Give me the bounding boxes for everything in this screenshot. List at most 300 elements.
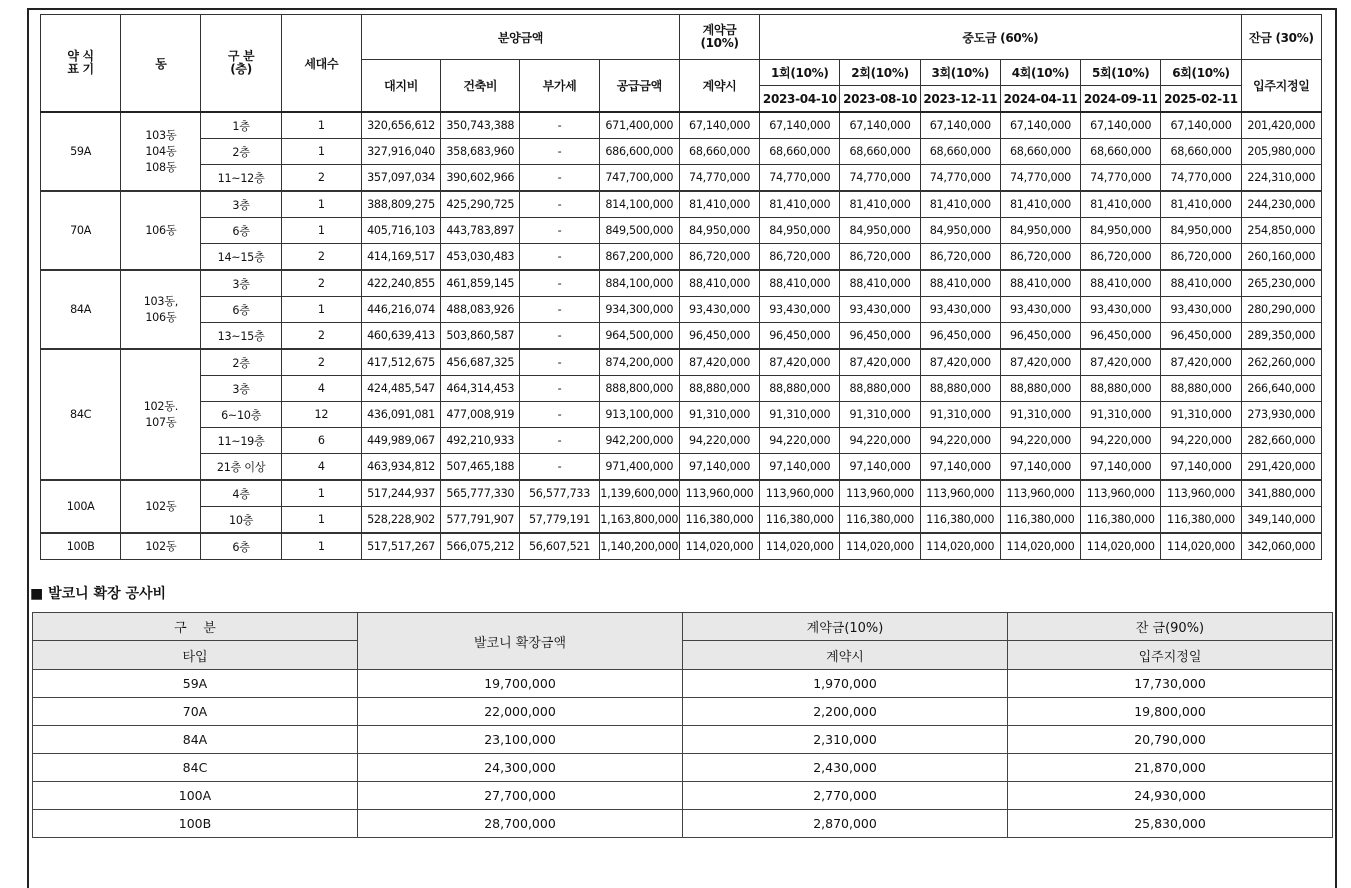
amount-cell: 273,930,000: [1241, 402, 1321, 428]
table-row: [41, 218, 1322, 244]
amount-cell: 422,240,855: [361, 270, 440, 297]
amount-cell: 84,950,000: [1081, 218, 1161, 244]
amount-cell: -: [520, 428, 599, 454]
amount-cell: 327,916,040: [361, 139, 440, 165]
amount-cell: 23,100,000: [358, 726, 683, 754]
supply-price-header: 공급금액: [599, 60, 679, 113]
amount-cell: -: [520, 297, 599, 323]
amount-cell: 74,770,000: [1161, 165, 1241, 192]
price-table-header: [41, 15, 1322, 113]
amount-cell: 94,220,000: [760, 428, 840, 454]
amount-cell: 388,809,275: [361, 191, 440, 218]
amount-cell: 68,660,000: [679, 139, 759, 165]
floor-cell: 6층: [201, 297, 281, 323]
units-cell: 4: [281, 376, 361, 402]
middle-round-label: 5회(10%): [1081, 60, 1161, 86]
amount-cell: 280,290,000: [1241, 297, 1321, 323]
unit-type-cell: 70A: [41, 191, 121, 270]
amount-cell: 84,950,000: [840, 218, 920, 244]
dong-cell: 103동, 106동: [121, 270, 201, 349]
amount-cell: 113,960,000: [679, 480, 759, 507]
amount-cell: 414,169,517: [361, 244, 440, 271]
price-table-body: [41, 112, 1322, 560]
amount-cell: 84,950,000: [920, 218, 1000, 244]
middle-round-date: 2024-04-11: [1000, 86, 1080, 113]
amount-cell: 84,950,000: [1161, 218, 1241, 244]
amount-cell: 964,500,000: [599, 323, 679, 350]
amount-cell: 17,730,000: [1008, 670, 1333, 698]
amount-cell: 86,720,000: [1000, 244, 1080, 271]
table-row: [41, 244, 1322, 271]
amount-cell: 913,100,000: [599, 402, 679, 428]
amount-cell: 87,420,000: [760, 349, 840, 376]
amount-cell: 265,230,000: [1241, 270, 1321, 297]
amount-cell: 116,380,000: [1081, 507, 1161, 534]
amount-cell: 507,465,188: [441, 454, 520, 481]
amount-cell: 456,687,325: [441, 349, 520, 376]
type-cell: 100A: [33, 782, 358, 810]
amount-cell: 671,400,000: [599, 112, 679, 139]
amount-cell: 205,980,000: [1241, 139, 1321, 165]
amount-cell: 97,140,000: [679, 454, 759, 481]
amount-cell: 97,140,000: [1161, 454, 1241, 481]
amount-cell: 20,790,000: [1008, 726, 1333, 754]
amount-cell: 116,380,000: [760, 507, 840, 534]
amount-cell: 88,880,000: [1161, 376, 1241, 402]
amount-cell: 1,163,800,000: [599, 507, 679, 534]
units-cell: 2: [281, 323, 361, 350]
amount-cell: 68,660,000: [920, 139, 1000, 165]
table-row: [41, 376, 1322, 402]
middle-round-date: 2024-09-11: [1081, 86, 1161, 113]
building-cost-header: 건축비: [441, 60, 520, 113]
amount-cell: 97,140,000: [920, 454, 1000, 481]
amount-cell: 424,485,547: [361, 376, 440, 402]
amount-cell: 81,410,000: [840, 191, 920, 218]
dong-cell: 106동: [121, 191, 201, 270]
amount-header: 발코니 확장금액: [358, 613, 683, 670]
amount-cell: 91,310,000: [920, 402, 1000, 428]
unit-type-cell: 84A: [41, 270, 121, 349]
amount-cell: 88,410,000: [1161, 270, 1241, 297]
balance-header: 잔금 (30%): [1241, 15, 1321, 60]
amount-cell: 942,200,000: [599, 428, 679, 454]
table-row: [41, 191, 1322, 218]
amount-cell: 114,020,000: [1081, 533, 1161, 560]
units-cell: 6: [281, 428, 361, 454]
amount-cell: 88,410,000: [679, 270, 759, 297]
table-row: [41, 428, 1322, 454]
amount-cell: 114,020,000: [1000, 533, 1080, 560]
amount-cell: 2,430,000: [683, 754, 1008, 782]
amount-cell: 96,450,000: [679, 323, 759, 350]
amount-cell: 67,140,000: [1081, 112, 1161, 139]
floor-cell: 3층: [201, 191, 281, 218]
amount-cell: 67,140,000: [920, 112, 1000, 139]
amount-cell: 81,410,000: [1081, 191, 1161, 218]
type-cell: 100B: [33, 810, 358, 838]
middle-round-label: 3회(10%): [920, 60, 1000, 86]
amount-cell: 289,350,000: [1241, 323, 1321, 350]
balcony-section-title: ■ 발코니 확장 공사비: [30, 586, 167, 602]
table-row: [41, 165, 1322, 192]
table-row: [33, 782, 1333, 810]
amount-cell: 114,020,000: [679, 533, 759, 560]
amount-cell: 87,420,000: [1081, 349, 1161, 376]
amount-cell: 93,430,000: [920, 297, 1000, 323]
amount-cell: 884,100,000: [599, 270, 679, 297]
amount-cell: 747,700,000: [599, 165, 679, 192]
amount-cell: 74,770,000: [840, 165, 920, 192]
table-row: [33, 670, 1333, 698]
amount-cell: 114,020,000: [840, 533, 920, 560]
amount-cell: 350,743,388: [441, 112, 520, 139]
amount-cell: 87,420,000: [679, 349, 759, 376]
amount-cell: 113,960,000: [840, 480, 920, 507]
vat-header: 부가세: [520, 60, 599, 113]
amount-cell: 96,450,000: [1161, 323, 1241, 350]
balance-time-header: 입주지정일: [1241, 60, 1321, 113]
amount-cell: 86,720,000: [1081, 244, 1161, 271]
table-row: [41, 323, 1322, 350]
amount-cell: 358,683,960: [441, 139, 520, 165]
amount-cell: 254,850,000: [1241, 218, 1321, 244]
table-row: [41, 480, 1322, 507]
unit-type-cell: 100A: [41, 480, 121, 533]
amount-cell: 93,430,000: [1000, 297, 1080, 323]
amount-cell: 88,880,000: [920, 376, 1000, 402]
amount-cell: 68,660,000: [1161, 139, 1241, 165]
table-row: [41, 297, 1322, 323]
table-row: [33, 726, 1333, 754]
amount-cell: 88,410,000: [760, 270, 840, 297]
amount-cell: 97,140,000: [1081, 454, 1161, 481]
amount-cell: 97,140,000: [840, 454, 920, 481]
dong-cell: 102동: [121, 480, 201, 533]
amount-cell: 417,512,675: [361, 349, 440, 376]
dong-cell: 102동. 107동: [121, 349, 201, 480]
amount-cell: 477,008,919: [441, 402, 520, 428]
floor-cell: 10층: [201, 507, 281, 534]
amount-cell: 1,970,000: [683, 670, 1008, 698]
amount-cell: 528,228,902: [361, 507, 440, 534]
middle-round-label: 2회(10%): [840, 60, 920, 86]
amount-cell: 464,314,453: [441, 376, 520, 402]
amount-cell: 867,200,000: [599, 244, 679, 271]
floor-cell: 2층: [201, 349, 281, 376]
dong-cell: 103동 104동 108동: [121, 112, 201, 191]
category-header: 구 분: [33, 613, 358, 641]
amount-cell: 503,860,587: [441, 323, 520, 350]
floor-cell: 2층: [201, 139, 281, 165]
units-cell: 1: [281, 112, 361, 139]
amount-cell: 2,870,000: [683, 810, 1008, 838]
amount-cell: 94,220,000: [920, 428, 1000, 454]
amount-cell: 68,660,000: [1081, 139, 1161, 165]
floor-header: 구 분 (층): [201, 15, 281, 113]
amount-cell: -: [520, 270, 599, 297]
type-header: 타입: [33, 641, 358, 670]
amount-cell: 68,660,000: [760, 139, 840, 165]
units-cell: 2: [281, 165, 361, 192]
amount-cell: 517,517,267: [361, 533, 440, 560]
amount-cell: 21,870,000: [1008, 754, 1333, 782]
amount-cell: 443,783,897: [441, 218, 520, 244]
deposit-time-header: 계약시: [679, 60, 759, 113]
middle-round-label: 4회(10%): [1000, 60, 1080, 86]
amount-cell: 114,020,000: [1161, 533, 1241, 560]
amount-cell: 86,720,000: [760, 244, 840, 271]
amount-cell: -: [520, 112, 599, 139]
amount-cell: 91,310,000: [840, 402, 920, 428]
amount-cell: 113,960,000: [1000, 480, 1080, 507]
deposit-header: 계약금(10%): [683, 613, 1008, 641]
amount-cell: 68,660,000: [1000, 139, 1080, 165]
type-header: 약 식 표 기: [41, 15, 121, 113]
table-row: [41, 533, 1322, 560]
type-cell: 59A: [33, 670, 358, 698]
amount-cell: 88,880,000: [1000, 376, 1080, 402]
amount-cell: 68,660,000: [840, 139, 920, 165]
amount-cell: 244,230,000: [1241, 191, 1321, 218]
amount-cell: 86,720,000: [840, 244, 920, 271]
type-cell: 70A: [33, 698, 358, 726]
amount-cell: 262,260,000: [1241, 349, 1321, 376]
sale-price-header: 분양금액: [361, 15, 679, 60]
units-cell: 2: [281, 244, 361, 271]
table-row: [41, 402, 1322, 428]
amount-cell: 28,700,000: [358, 810, 683, 838]
amount-cell: 81,410,000: [760, 191, 840, 218]
amount-cell: 93,430,000: [840, 297, 920, 323]
amount-cell: 405,716,103: [361, 218, 440, 244]
amount-cell: 19,700,000: [358, 670, 683, 698]
amount-cell: 91,310,000: [1000, 402, 1080, 428]
floor-cell: 13~15층: [201, 323, 281, 350]
amount-cell: 93,430,000: [760, 297, 840, 323]
amount-cell: 463,934,812: [361, 454, 440, 481]
amount-cell: 113,960,000: [1081, 480, 1161, 507]
amount-cell: 116,380,000: [679, 507, 759, 534]
amount-cell: 67,140,000: [1000, 112, 1080, 139]
amount-cell: 67,140,000: [760, 112, 840, 139]
unit-type-cell: 59A: [41, 112, 121, 191]
amount-cell: 282,660,000: [1241, 428, 1321, 454]
amount-cell: 24,930,000: [1008, 782, 1333, 810]
amount-cell: 517,244,937: [361, 480, 440, 507]
floor-cell: 14~15층: [201, 244, 281, 271]
amount-cell: 96,450,000: [920, 323, 1000, 350]
amount-cell: 888,800,000: [599, 376, 679, 402]
amount-cell: 446,216,074: [361, 297, 440, 323]
amount-cell: 94,220,000: [1081, 428, 1161, 454]
amount-cell: 224,310,000: [1241, 165, 1321, 192]
amount-cell: 2,770,000: [683, 782, 1008, 810]
units-cell: 1: [281, 191, 361, 218]
amount-cell: 2,200,000: [683, 698, 1008, 726]
amount-cell: 1,140,200,000: [599, 533, 679, 560]
amount-cell: -: [520, 349, 599, 376]
amount-cell: -: [520, 139, 599, 165]
balcony-cost-table: [32, 612, 1333, 838]
amount-cell: -: [520, 454, 599, 481]
amount-cell: -: [520, 191, 599, 218]
amount-cell: 266,640,000: [1241, 376, 1321, 402]
amount-cell: 492,210,933: [441, 428, 520, 454]
floor-cell: 11~12층: [201, 165, 281, 192]
amount-cell: 91,310,000: [760, 402, 840, 428]
units-cell: 1: [281, 139, 361, 165]
floor-cell: 3층: [201, 270, 281, 297]
amount-cell: 814,100,000: [599, 191, 679, 218]
land-cost-header: 대지비: [361, 60, 440, 113]
deposit-header: 계약금 (10%): [679, 15, 759, 60]
amount-cell: 81,410,000: [679, 191, 759, 218]
table-row: [41, 139, 1322, 165]
amount-cell: 91,310,000: [1081, 402, 1161, 428]
amount-cell: 81,410,000: [920, 191, 1000, 218]
amount-cell: 96,450,000: [1081, 323, 1161, 350]
amount-cell: 91,310,000: [1161, 402, 1241, 428]
amount-cell: 24,300,000: [358, 754, 683, 782]
amount-cell: 88,410,000: [1000, 270, 1080, 297]
floor-cell: 11~19층: [201, 428, 281, 454]
balance-time-header: 입주지정일: [1008, 641, 1333, 670]
amount-cell: 577,791,907: [441, 507, 520, 534]
amount-cell: 93,430,000: [1161, 297, 1241, 323]
amount-cell: 74,770,000: [679, 165, 759, 192]
table-row: [41, 507, 1322, 534]
amount-cell: 2,310,000: [683, 726, 1008, 754]
amount-cell: 461,859,145: [441, 270, 520, 297]
amount-cell: 260,160,000: [1241, 244, 1321, 271]
amount-cell: 87,420,000: [1000, 349, 1080, 376]
amount-cell: 81,410,000: [1161, 191, 1241, 218]
middle-round-label: 1회(10%): [760, 60, 840, 86]
table-row: [41, 454, 1322, 481]
units-cell: 1: [281, 297, 361, 323]
amount-cell: 87,420,000: [920, 349, 1000, 376]
amount-cell: 22,000,000: [358, 698, 683, 726]
table-row: [33, 698, 1333, 726]
amount-cell: 86,720,000: [920, 244, 1000, 271]
amount-cell: 86,720,000: [679, 244, 759, 271]
amount-cell: 74,770,000: [1000, 165, 1080, 192]
floor-cell: 3층: [201, 376, 281, 402]
floor-cell: 6층: [201, 533, 281, 560]
balcony-table-header: [33, 613, 1333, 670]
amount-cell: 57,779,191: [520, 507, 599, 534]
amount-cell: 1,139,600,000: [599, 480, 679, 507]
amount-cell: -: [520, 402, 599, 428]
units-cell: 12: [281, 402, 361, 428]
dong-cell: 102동: [121, 533, 201, 560]
amount-cell: 84,950,000: [1000, 218, 1080, 244]
amount-cell: 566,075,212: [441, 533, 520, 560]
table-row: [33, 754, 1333, 782]
middle-round-label: 6회(10%): [1161, 60, 1241, 86]
amount-cell: 349,140,000: [1241, 507, 1321, 534]
amount-cell: 94,220,000: [679, 428, 759, 454]
amount-cell: 84,950,000: [760, 218, 840, 244]
middle-round-date: 2025-02-11: [1161, 86, 1241, 113]
amount-cell: 67,140,000: [1161, 112, 1241, 139]
table-row: [41, 112, 1322, 139]
balcony-table-body: [33, 670, 1333, 838]
amount-cell: 291,420,000: [1241, 454, 1321, 481]
sale-price-table: [40, 14, 1322, 560]
amount-cell: 88,880,000: [840, 376, 920, 402]
amount-cell: 874,200,000: [599, 349, 679, 376]
amount-cell: 116,380,000: [1161, 507, 1241, 534]
floor-cell: 6~10층: [201, 402, 281, 428]
middle-round-date: 2023-08-10: [840, 86, 920, 113]
amount-cell: 56,607,521: [520, 533, 599, 560]
amount-cell: 114,020,000: [920, 533, 1000, 560]
amount-cell: 94,220,000: [840, 428, 920, 454]
amount-cell: 97,140,000: [1000, 454, 1080, 481]
amount-cell: 436,091,081: [361, 402, 440, 428]
units-cell: 1: [281, 480, 361, 507]
amount-cell: -: [520, 376, 599, 402]
table-row: [33, 810, 1333, 838]
amount-cell: 74,770,000: [920, 165, 1000, 192]
amount-cell: 81,410,000: [1000, 191, 1080, 218]
amount-cell: 114,020,000: [760, 533, 840, 560]
units-cell: 2: [281, 349, 361, 376]
unit-type-cell: 100B: [41, 533, 121, 560]
balance-header: 잔 금(90%): [1008, 613, 1333, 641]
amount-cell: 56,577,733: [520, 480, 599, 507]
type-cell: 84C: [33, 754, 358, 782]
amount-cell: 27,700,000: [358, 782, 683, 810]
amount-cell: 116,380,000: [920, 507, 1000, 534]
amount-cell: 94,220,000: [1161, 428, 1241, 454]
amount-cell: 25,830,000: [1008, 810, 1333, 838]
amount-cell: 342,060,000: [1241, 533, 1321, 560]
amount-cell: 97,140,000: [760, 454, 840, 481]
amount-cell: 74,770,000: [760, 165, 840, 192]
amount-cell: -: [520, 165, 599, 192]
amount-cell: 67,140,000: [679, 112, 759, 139]
amount-cell: 201,420,000: [1241, 112, 1321, 139]
amount-cell: 460,639,413: [361, 323, 440, 350]
amount-cell: 425,290,725: [441, 191, 520, 218]
amount-cell: 971,400,000: [599, 454, 679, 481]
amount-cell: 934,300,000: [599, 297, 679, 323]
amount-cell: 74,770,000: [1081, 165, 1161, 192]
units-cell: 1: [281, 507, 361, 534]
amount-cell: 357,097,034: [361, 165, 440, 192]
table-row: [41, 270, 1322, 297]
amount-cell: 96,450,000: [840, 323, 920, 350]
type-cell: 84A: [33, 726, 358, 754]
amount-cell: 88,410,000: [1081, 270, 1161, 297]
amount-cell: 565,777,330: [441, 480, 520, 507]
amount-cell: 116,380,000: [1000, 507, 1080, 534]
amount-cell: -: [520, 218, 599, 244]
amount-cell: 86,720,000: [1161, 244, 1241, 271]
units-header: 세대수: [281, 15, 361, 113]
amount-cell: 390,602,966: [441, 165, 520, 192]
amount-cell: 113,960,000: [920, 480, 1000, 507]
units-cell: 1: [281, 218, 361, 244]
units-cell: 1: [281, 533, 361, 560]
amount-cell: 88,410,000: [840, 270, 920, 297]
dong-header: 동: [121, 15, 201, 113]
floor-cell: 6층: [201, 218, 281, 244]
amount-cell: 94,220,000: [1000, 428, 1080, 454]
